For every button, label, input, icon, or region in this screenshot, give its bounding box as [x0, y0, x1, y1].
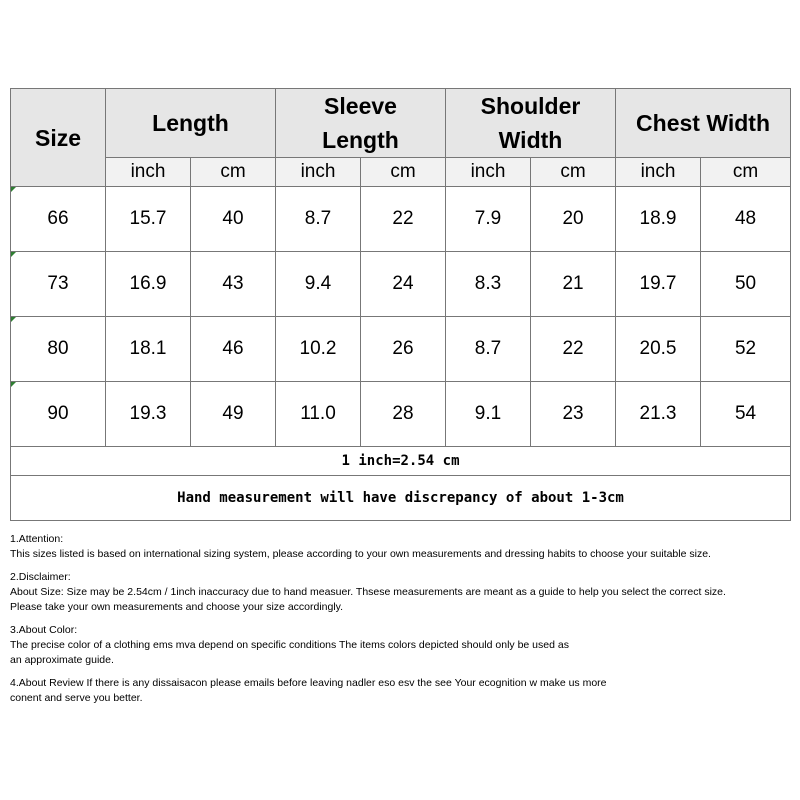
- table-cell: 21: [531, 252, 616, 317]
- table-cell: 18.9: [616, 187, 701, 252]
- table-cell: 7.9: [446, 187, 531, 252]
- table-cell: 9.4: [276, 252, 361, 317]
- header-shoulder-width: [446, 89, 616, 158]
- table-cell: 50: [701, 252, 791, 317]
- table-cell: 22: [361, 187, 446, 252]
- table-cell: 8.3: [446, 252, 531, 317]
- units-row: [11, 158, 791, 187]
- size-cell: [11, 187, 106, 252]
- unit-cell: cm: [191, 158, 276, 187]
- corner-mark: [11, 317, 16, 322]
- header-row: [11, 89, 791, 158]
- header-sleeve-line2: Length: [322, 127, 399, 153]
- color-title: 3.About Color:: [10, 624, 78, 636]
- table-cell: 11.0: [276, 382, 361, 447]
- size-cell: [11, 252, 106, 317]
- color-line2: an approximate guide.: [10, 654, 114, 666]
- conversion-row: [11, 447, 791, 476]
- size-cell: [11, 317, 106, 382]
- table-cell: 48: [701, 187, 791, 252]
- size-value: 80: [47, 338, 69, 359]
- table-cell: 9.1: [446, 382, 531, 447]
- size-chart-table: [10, 88, 791, 521]
- size-value: 73: [47, 273, 69, 294]
- table-row: [11, 187, 791, 252]
- header-length: Length: [106, 89, 276, 158]
- table-cell: 24: [361, 252, 446, 317]
- discrepancy-note: Hand measurement will have discrepancy of about 1-3cm: [11, 476, 791, 521]
- table-cell: 21.3: [616, 382, 701, 447]
- table-cell: 52: [701, 317, 791, 382]
- review-line2: conent and serve you better.: [10, 692, 143, 704]
- table-cell: 8.7: [446, 317, 531, 382]
- conversion-note: 1 inch=2.54 cm: [11, 447, 791, 476]
- table-cell: 22: [531, 317, 616, 382]
- table-cell: 43: [191, 252, 276, 317]
- color-line1: The precise color of a clothing ems mva depend on specific conditions The items colors depicted should only be used as: [10, 639, 569, 651]
- unit-cell: inch: [616, 158, 701, 187]
- size-value: 90: [47, 403, 69, 424]
- table-cell: 10.2: [276, 317, 361, 382]
- attention-text: This sizes listed is based on international sizing system, please according to your own measurements and dressing habits to choose your suitable size.: [10, 548, 711, 560]
- corner-mark: [11, 382, 16, 387]
- table-cell: 20: [531, 187, 616, 252]
- color-note: [10, 623, 795, 668]
- header-sleeve-line1: Sleeve: [324, 93, 397, 119]
- table-row: [11, 317, 791, 382]
- table-cell: 8.7: [276, 187, 361, 252]
- header-chest-width: Chest Width: [616, 89, 791, 158]
- header-shoulder-line2: Width: [498, 127, 563, 153]
- table-cell: 15.7: [106, 187, 191, 252]
- disclaimer-title: 2.Disclaimer:: [10, 571, 71, 583]
- disclaimer-note: [10, 570, 795, 615]
- table-cell: 26: [361, 317, 446, 382]
- table-cell: 23: [531, 382, 616, 447]
- size-cell: [11, 382, 106, 447]
- unit-cell: inch: [276, 158, 361, 187]
- unit-cell: inch: [106, 158, 191, 187]
- table-cell: 46: [191, 317, 276, 382]
- header-sleeve-length: [276, 89, 446, 158]
- unit-cell: cm: [701, 158, 791, 187]
- review-note: [10, 676, 795, 706]
- attention-title: 1.Attention:: [10, 533, 64, 545]
- table-row: [11, 382, 791, 447]
- table-cell: 49: [191, 382, 276, 447]
- attention-note: [10, 532, 795, 562]
- review-line1: 4.About Review If there is any dissaisacon please emails before leaving nadler eso esv the see Your ecognition w make us more: [10, 677, 607, 689]
- table-cell: 40: [191, 187, 276, 252]
- disclaimer-line1: About Size: Size may be 2.54cm / 1inch inaccuracy due to hand measuer. Thsese measurements are meant as a guide to help you select the correct size.: [10, 586, 726, 598]
- table-cell: 16.9: [106, 252, 191, 317]
- table-cell: 18.1: [106, 317, 191, 382]
- table-cell: 20.5: [616, 317, 701, 382]
- notes-section: [10, 532, 795, 714]
- unit-cell: cm: [361, 158, 446, 187]
- unit-cell: inch: [446, 158, 531, 187]
- table-cell: 28: [361, 382, 446, 447]
- discrepancy-row: [11, 476, 791, 521]
- table-cell: 19.3: [106, 382, 191, 447]
- unit-cell: cm: [531, 158, 616, 187]
- header-size: Size: [11, 89, 106, 187]
- corner-mark: [11, 252, 16, 257]
- header-shoulder-line1: Shoulder: [480, 93, 581, 119]
- size-value: 66: [47, 208, 69, 229]
- table-cell: 19.7: [616, 252, 701, 317]
- table-cell: 54: [701, 382, 791, 447]
- table-row: [11, 252, 791, 317]
- corner-mark: [11, 187, 16, 192]
- disclaimer-line2: Please take your own measurements and choose your size accordingly.: [10, 601, 344, 613]
